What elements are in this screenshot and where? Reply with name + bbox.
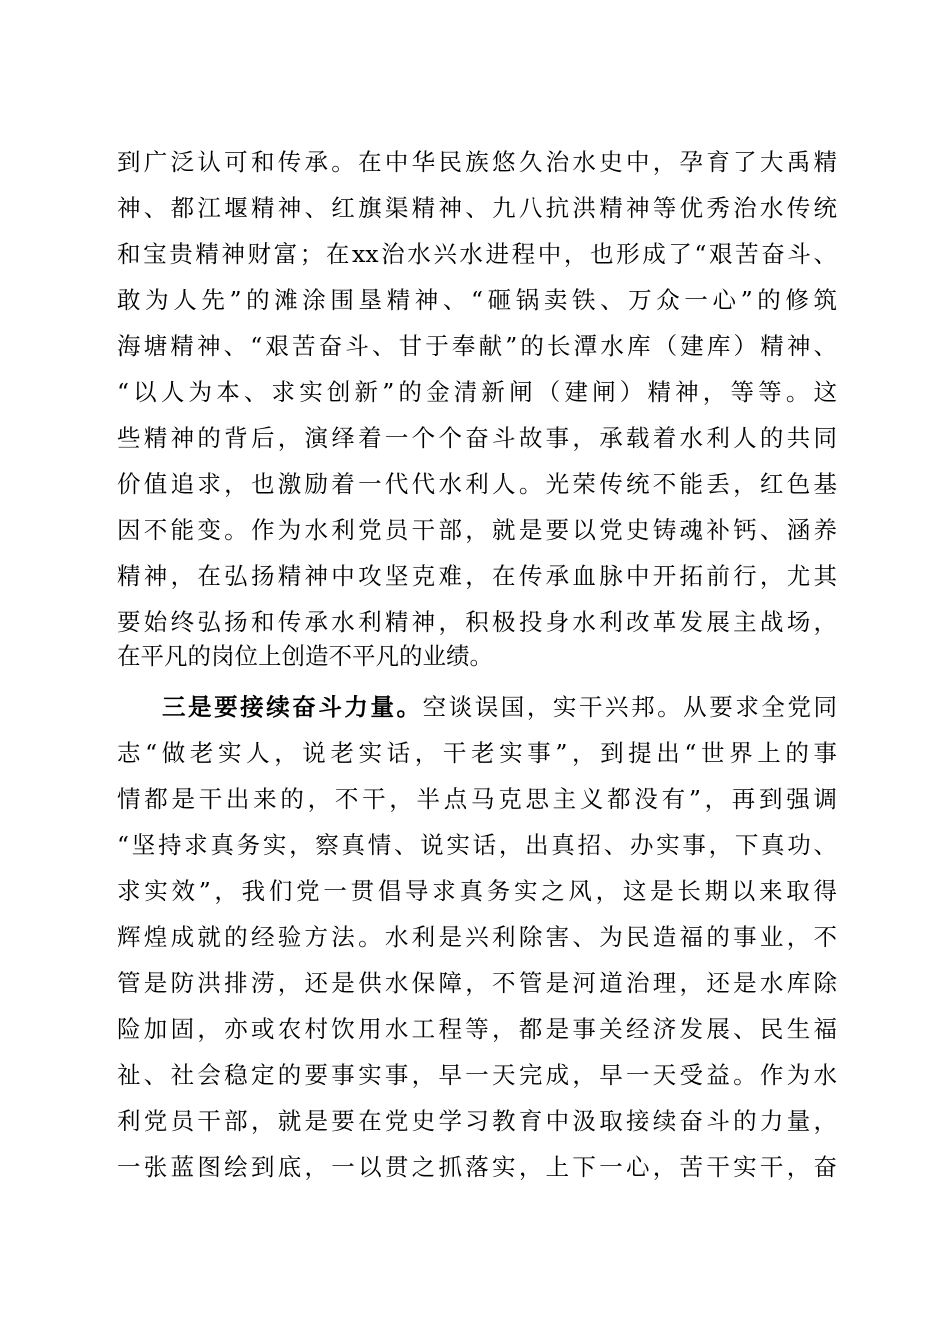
text-line: 在平凡的岗位上创造不平凡的业绩。 [117, 642, 493, 670]
text-line: 险加固，亦或农村饮用水工程等，都是事关经济发展、民生福 [117, 1015, 837, 1043]
text-line: 和宝贵精神财富；在xx治水兴水进程中，也形成了“艰苦奋斗、 [117, 240, 837, 268]
text-line: 一张蓝图绘到底，一以贯之抓落实，上下一心，苦干实干，奋 [117, 1153, 837, 1181]
text-line: 志“做老实人，说老实话，干老实事”，到提出“世界上的事 [117, 739, 837, 767]
text-line: 精神，在弘扬精神中攻坚克难，在传承血脉中开拓前行，尤其 [117, 562, 837, 590]
section-heading: 三是要接续奋斗力量。 [162, 693, 423, 721]
text-line: 利党员干部，就是要在党史学习教育中汲取接续奋斗的力量， [117, 1107, 837, 1135]
text-line: 神、都江堰精神、红旗渠精神、九八抗洪精神等优秀治水传统 [117, 194, 837, 222]
text-line: 情都是干出来的，不干，半点马克思主义都没有”，再到强调 [117, 785, 837, 813]
text-line: 要始终弘扬和传承水利精神，积极投身水利改革发展主战场， [117, 608, 837, 636]
text-line: 求实效”，我们党一贯倡导求真务实之风，这是长期以来取得 [117, 877, 837, 905]
text-line: “以人为本、求实创新”的金清新闸（建闸）精神，等等。这 [117, 378, 837, 406]
text-line: 敢为人先”的滩涂围垦精神、“砸锅卖铁、万众一心”的修筑 [117, 286, 837, 314]
text-line: 海塘精神、“艰苦奋斗、甘于奉献”的长潭水库（建库）精神、 [117, 332, 837, 360]
text-line: 些精神的背后，演绎着一个个奋斗故事，承载着水利人的共同 [117, 424, 837, 452]
text-line: 管是防洪排涝，还是供水保障，不管是河道治理，还是水库除 [117, 969, 837, 997]
text-line: “坚持求真务实，察真情、说实话，出真招、办实事，下真功、 [117, 831, 837, 859]
text-line: 辉煌成就的经验方法。水利是兴利除害、为民造福的事业，不 [117, 923, 837, 951]
text-line: 到广泛认可和传承。在中华民族悠久治水史中，孕育了大禹精 [117, 148, 837, 176]
text-line: 因不能变。作为水利党员干部，就是要以党史铸魂补钙、涵养 [117, 516, 837, 544]
paragraph-lead-text: 空谈误国，实干兴邦。从要求全党同 [422, 693, 837, 721]
text-line: 祉、社会稳定的要事实事，早一天完成，早一天受益。作为水 [117, 1061, 837, 1089]
paragraph-first-line [162, 687, 837, 727]
text-line: 价值追求，也激励着一代代水利人。光荣传统不能丢，红色基 [117, 470, 837, 498]
